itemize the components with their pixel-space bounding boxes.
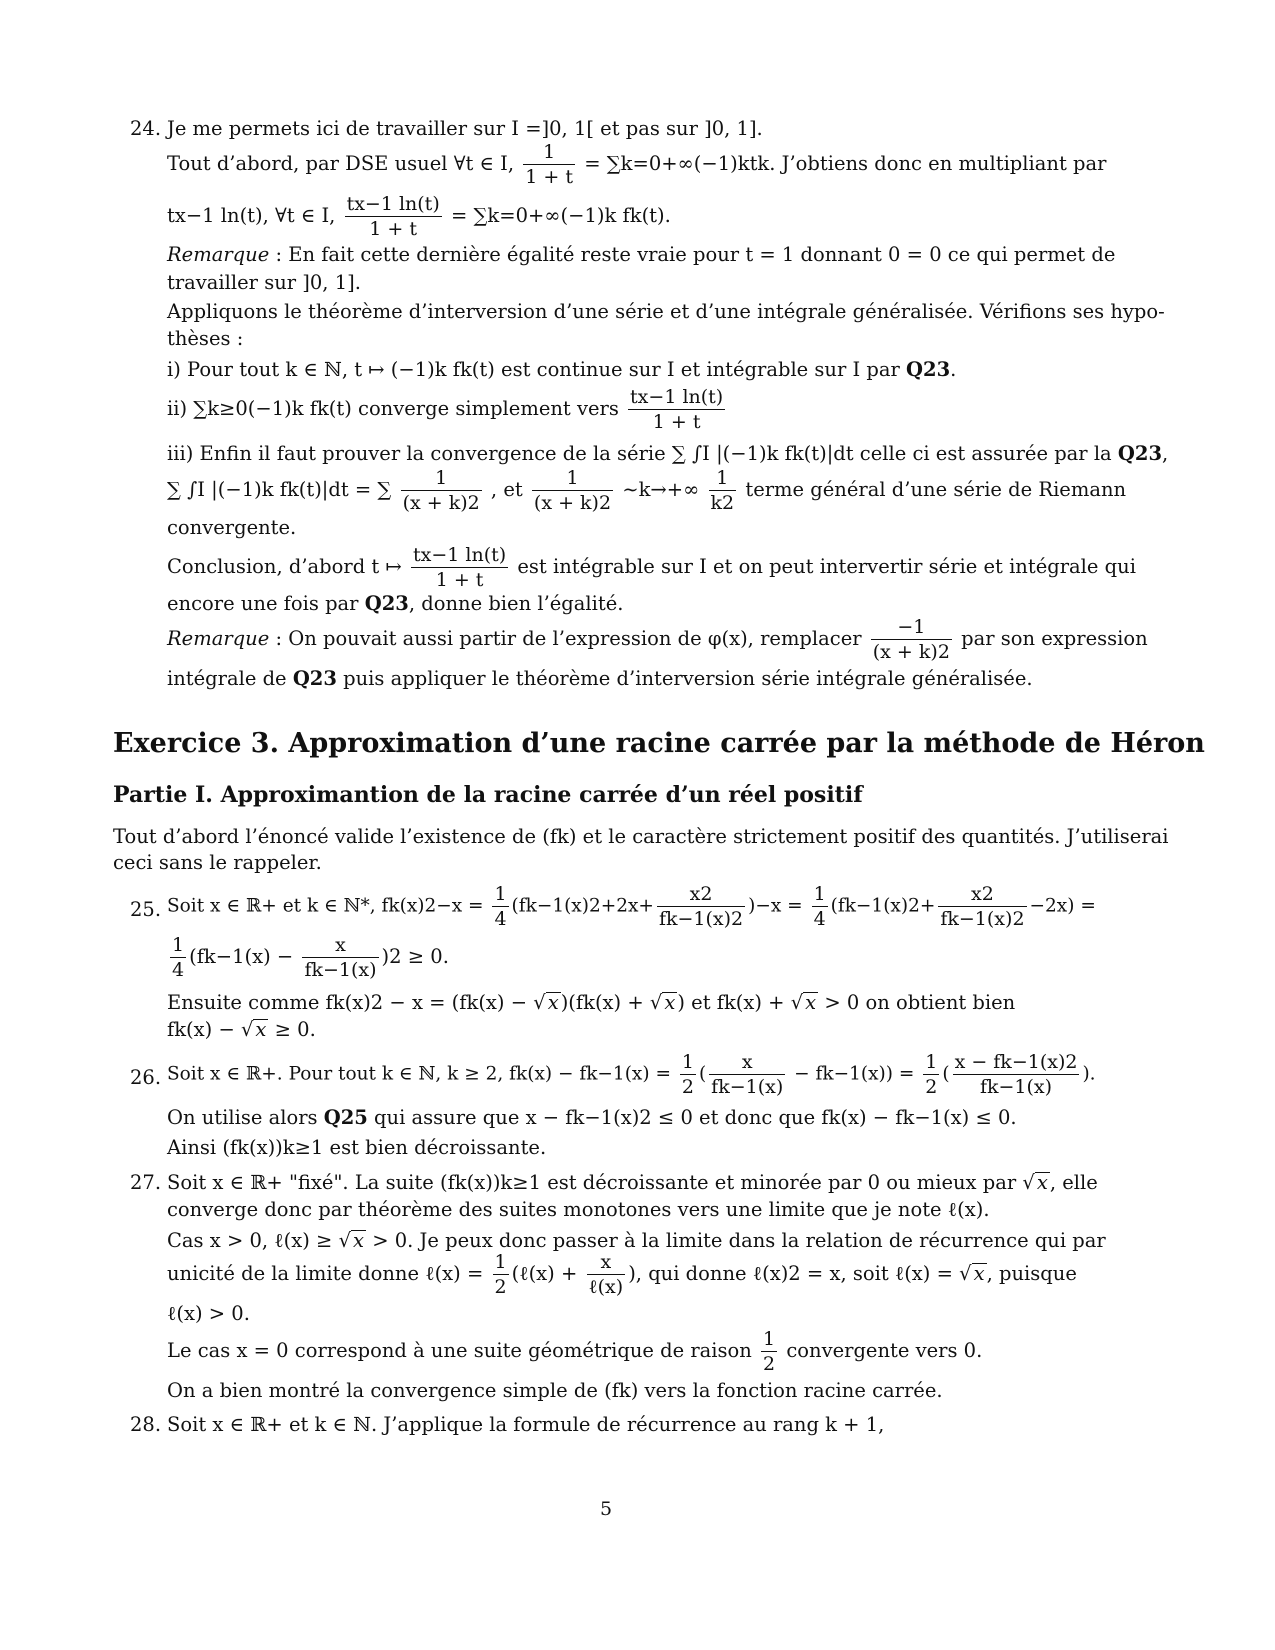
fraction: $\frac{1}{(x + k)2}$ (402, 467, 480, 514)
q24-line-2: Tout d’abord, par DSE usuel ∀t ∈ I, $\frac{1}{1 + t}$ = ∑k=0+∞(−1)ktk. J’obtiens donc en multipliant par (167, 141, 1107, 188)
q27-line-1: Soit x ∈ ℝ+ "fixé". La suite (fk(x))k≥1 est décroissante et minorée par 0 ou mieux par √ x , elle (167, 1171, 1098, 1194)
fraction: $\frac{1}{4}$ (172, 934, 185, 981)
q27-line-4: unicité de la limite donne ℓ(x) = $\frac{1}{2}$ (ℓ(x) + x ℓ(x) ), qui donne ℓ(x)2 = x, soit ℓ(x) = √ x , puisque (167, 1251, 1077, 1298)
q24-hyp-2: ii) ∑k≥0(−1)k fk(t) converge simplement vers $\frac{tx-1 \ln(t)}{1 + t}$ (167, 386, 724, 433)
q24-hyp-3-end: convergente. (167, 516, 297, 539)
q24-line-1: Je me permets ici de travailler sur I =]0, 1[ et pas sur ]0, 1]. (167, 117, 763, 140)
q25-line-3: Ensuite comme fk(x)2 − x = (fk(x) − √ x )(fk(x) + √ x ) et fk(x) + √ x > 0 on obtient bien (167, 991, 1016, 1014)
fraction: $\frac{1}{1 + t}$ (525, 141, 573, 188)
q25-line-1: Soit x ∈ ℝ+ et k ∈ ℕ*, fk(x)2−x = $\frac{1}{4}$ (fk−1(x)2+2x+ $\frac{x2}{fk-1(x)2}$ )−x = $\frac{1}{4}$ (fk−1(x)2+ $\frac{x2}{fk-1(x)2}$ −2x) = (167, 883, 1096, 930)
q27-line-5: ℓ(x) > 0. (167, 1302, 250, 1325)
item-number-27: 27. (130, 1171, 162, 1194)
q24-line-3: tx−1 ln(t), ∀t ∈ I, $\frac{tx-1 \ln(t)}{1 + t}$ = ∑k=0+∞(−1)k fk(t). (167, 193, 671, 240)
q24-remark-1: Remarque : En fait cette dernière égalité reste vraie pour t = 1 donnant 0 = 0 ce qui permet de (167, 243, 1116, 266)
q24-hyp-3: iii) Enfin il faut prouver la convergence de la série ∑ ∫I |(−1)k fk(t)|dt celle ci est assurée par la Q23, (167, 442, 1169, 465)
fraction: $\frac{x}{fk-1(x)}$ (304, 934, 377, 981)
q24-conclusion-2: encore une fois par Q23, donne bien l’égalité. (167, 592, 624, 615)
item-number-25: 25. (130, 898, 162, 921)
fraction: $\frac{1}{2}$ (925, 1051, 938, 1098)
intro-line-2: ceci sans le rappeler. (113, 851, 322, 874)
q27-line-6: Le cas x = 0 correspond à une suite géométrique de raison $\frac{1}{2}$ convergente vers 0. (167, 1328, 983, 1375)
fraction: $\frac{1}{k2}$ (710, 467, 735, 514)
exercise-3-title: Exercice 3. Approximation d’une racine carrée par la méthode de Héron (113, 728, 1205, 759)
q25-line-4: fk(x) − √ x ≥ 0. (167, 1018, 316, 1041)
fraction: $\frac{1}{2}$ (494, 1251, 507, 1298)
intro-line-1: Tout d’abord l’énoncé valide l’existence de (fk) et le caractère strictement positif des quantités. J’utiliserai (113, 825, 1169, 848)
fraction: $\frac{-1}{(x + k)2}$ (872, 616, 950, 663)
fraction: $\frac{1}{2}$ (763, 1328, 776, 1375)
part-1-title: Partie I. Approximantion de la racine carrée d’un réel positif (113, 782, 863, 808)
item-number-24: 24. (130, 117, 162, 140)
q24-remark2-2: intégrale de Q23 puis appliquer le théorème d’interversion série intégrale généralisée. (167, 667, 1033, 690)
fraction: $\frac{1}{2}$ (681, 1051, 694, 1098)
fraction: x ℓ(x) (588, 1251, 624, 1298)
q24-conclusion-1: Conclusion, d’abord t ↦ $\frac{tx-1 \ln(t)}{1 + t}$ est intégrable sur I et on peut intervertir série et intégrale qui (167, 544, 1136, 591)
fraction: $\frac{tx-1 \ln(t)}{1 + t}$ (346, 193, 440, 240)
fraction: $\frac{1}{(x + k)2}$ (533, 467, 612, 514)
fraction: $\frac{x2}{fk-1(x)2}$ (658, 883, 744, 930)
q26-line-2: On utilise alors Q25 qui assure que x − fk−1(x)2 ≤ 0 et donc que fk(x) − fk−1(x) ≤ 0. (167, 1106, 1017, 1129)
fraction: $\frac{x2}{fk-1(x)2}$ (940, 883, 1025, 930)
fraction: $\frac{tx-1 \ln(t)}{1 + t}$ (630, 386, 724, 433)
q24-apply-2: thèses : (167, 327, 244, 350)
fraction: $\frac{tx-1 \ln(t)}{1 + t}$ (412, 544, 507, 591)
q27-line-3: Cas x > 0, ℓ(x) ≥ √ x > 0. Je peux donc passer à la limite dans la relation de récurrence qui par (167, 1229, 1106, 1252)
page-number: 5 (600, 1498, 613, 1520)
q27-line-7: On a bien montré la convergence simple de (fk) vers la fonction racine carrée. (167, 1379, 943, 1402)
fraction: $\frac{1}{4}$ (494, 883, 507, 930)
q24-apply-1: Appliquons le théorème d’interversion d’une série et d’une intégrale généralisée. Vérifions ses hypo- (167, 300, 1165, 323)
fraction: $\frac{1}{4}$ (813, 883, 826, 930)
q26-line-1: Soit x ∈ ℝ+. Pour tout k ∈ ℕ, k ≥ 2, fk(x) − fk−1(x) = $\frac{1}{2}$ ( $\frac{x}{fk-1(x)}$ − fk−1(x)) = $\frac{1}{2}$ ( $\frac{x - fk-1(x)2}{fk-1(x)}$ ). (167, 1051, 1096, 1098)
q26-line-3: Ainsi (fk(x))k≥1 est bien décroissante. (167, 1136, 547, 1159)
q28-line-1: Soit x ∈ ℝ+ et k ∈ ℕ. J’applique la formule de récurrence au rang k + 1, (167, 1413, 885, 1436)
item-number-28: 28. (130, 1413, 162, 1436)
q24-remark-2: travailler sur ]0, 1]. (167, 271, 361, 294)
q24-remark2-1: Remarque : On pouvait aussi partir de l’expression de φ(x), remplacer $\frac{-1}{(x + k)2}$ par son expression (167, 616, 1148, 663)
q25-line-2: $\frac{1}{4}$ (fk−1(x) − $\frac{x}{fk-1(x)}$ )2 ≥ 0. (172, 934, 449, 981)
fraction: $\frac{x}{fk-1(x)}$ (711, 1051, 784, 1098)
q27-line-2: converge donc par théorème des suites monotones vers une limite que je note ℓ(x). (167, 1198, 990, 1221)
item-number-26: 26. (130, 1066, 162, 1089)
q24-hyp-1: i) Pour tout k ∈ ℕ, t ↦ (−1)k fk(t) est continue sur I et intégrable sur I par Q23. (167, 358, 957, 381)
q24-hyp-3-detail: ∑ ∫I |(−1)k fk(t)|dt = ∑ $\frac{1}{(x + k)2}$ , et $\frac{1}{(x + k)2}$ ∼k→+∞ $\frac{1}{k2}$ terme général d’une série de Riemann (167, 467, 1127, 514)
fraction: $\frac{x - fk-1(x)2}{fk-1(x)}$ (954, 1051, 1078, 1098)
